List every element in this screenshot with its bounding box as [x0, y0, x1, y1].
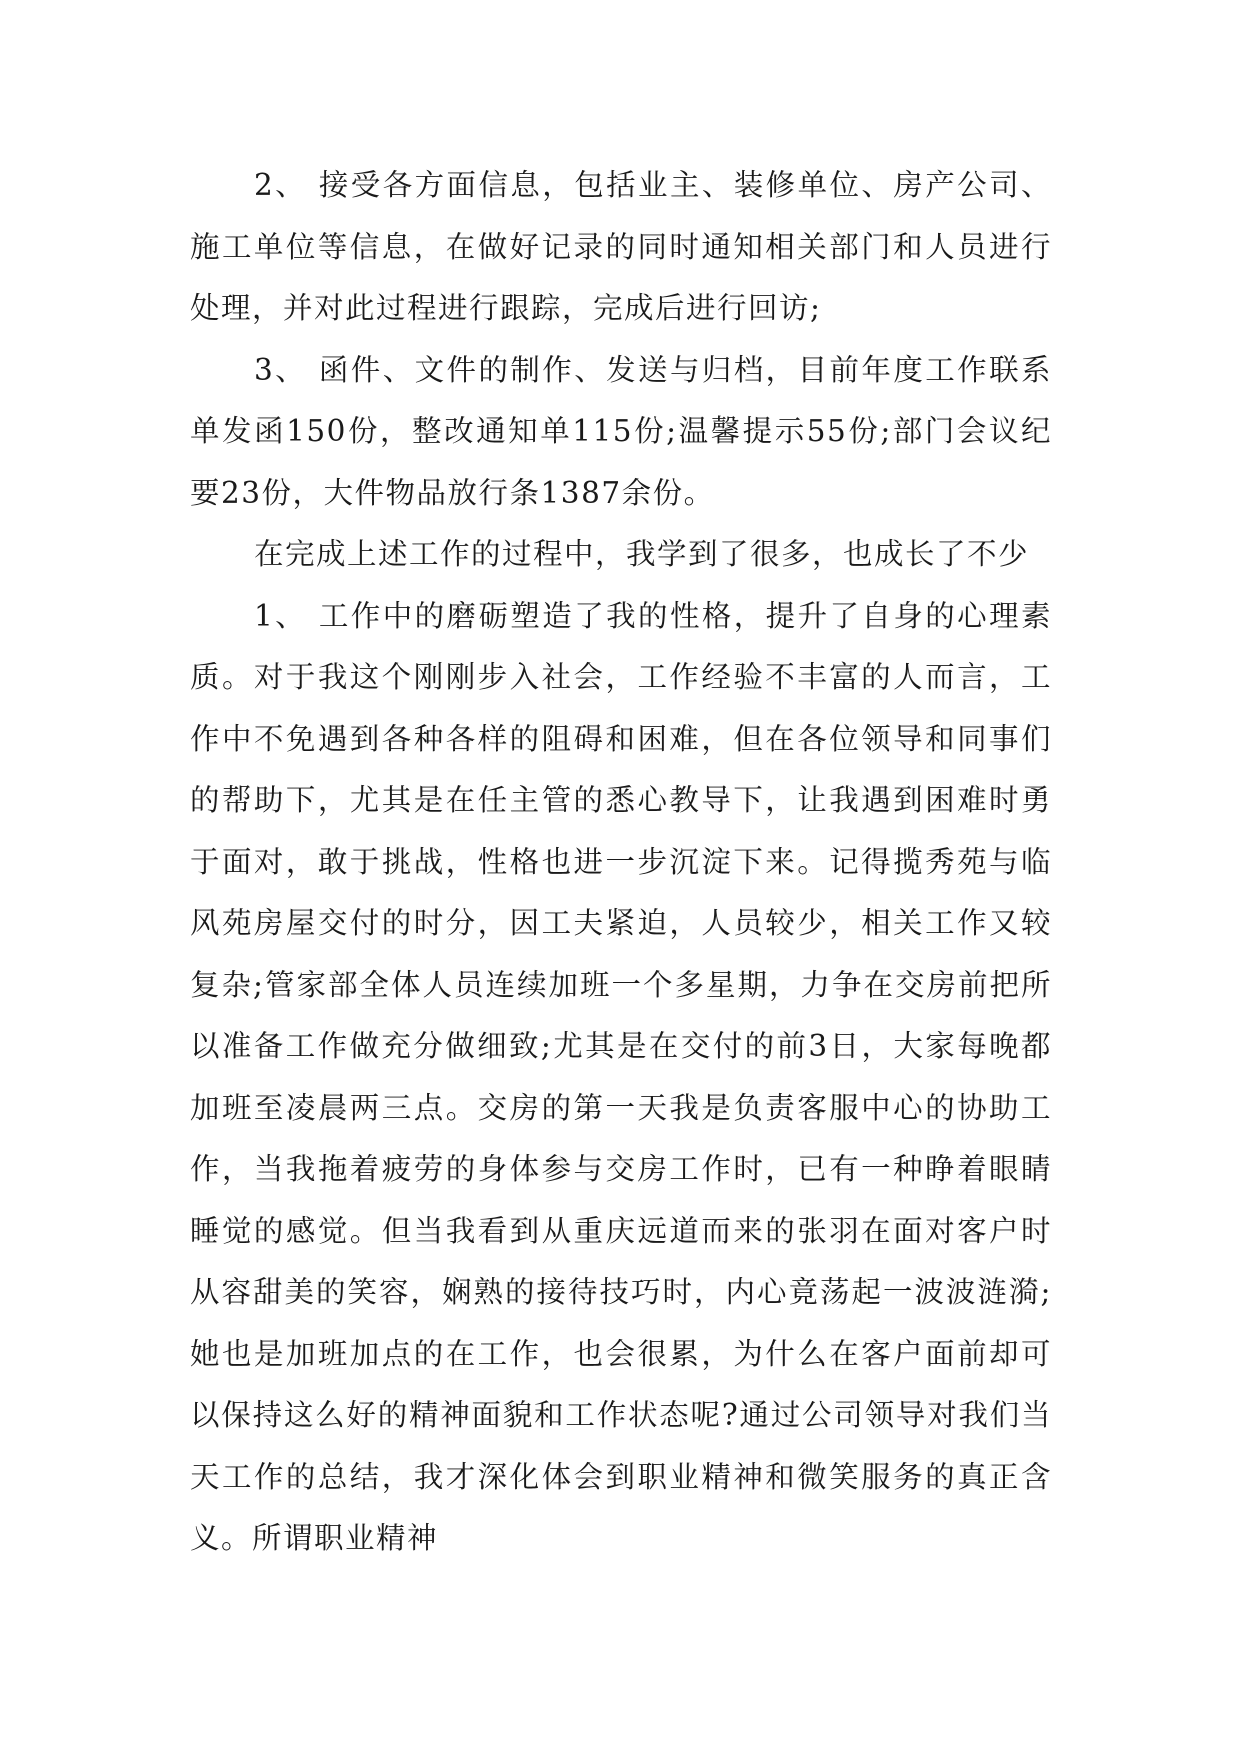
- document-body: [190, 155, 1052, 1570]
- paragraph-item-2: 2、 接受各方面信息，包括业主、装修单位、房产公司、施工单位等信息，在做好记录的同时通知相关部门和人员进行处理，并对此过程进行跟踪，完成后进行回访;: [190, 168, 1052, 325]
- paragraph-growth-1: 1、 工作中的磨砺塑造了我的性格，提升了自身的心理素质。对于我这个刚刚步入社会，工作经验不丰富的人而言，工作中不免遇到各种各样的阻碍和困难，但在各位领导和同事们的帮助下，尤其是在任主管的悉心教导下，让我遇到困难时勇于面对，敢于挑战，性格也进一步沉淀下来。记得揽秀苑与临风苑房屋交付的时分，因工夫紧迫，人员较少，相关工作又较复杂;管家部全体人员连续加班一个多星期，力争在交房前把所以准备工作做充分做细致;尤其是在交付的前3日，大家每晚都加班至凌晨两三点。交房的第一天我是负责客服中心的协助工作，当我拖着疲劳的身体参与交房工作时，已有一种睁着眼睛睡觉的感觉。但当我看到从重庆远道而来的张羽在面对客户时从容甜美的笑容，娴熟的接待技巧时，内心竟荡起一波波涟漪;她也是加班加点的在工作，也会很累，为什么在客户面前却可以保持这么好的精神面貌和工作状态呢?通过公司领导对我们当天工作的总结，我才深化体会到职业精神和微笑服务的真正含义。所谓职业精神: [190, 598, 1052, 1555]
- paragraph-item-3: 3、 函件、文件的制作、发送与归档，目前年度工作联系单发函150份，整改通知单115份;温馨提示55份;部门会议纪要23份，大件物品放行条1387余份。: [190, 352, 1052, 510]
- paragraph-summary: 在完成上述工作的过程中，我学到了很多，也成长了不少: [254, 537, 1030, 571]
